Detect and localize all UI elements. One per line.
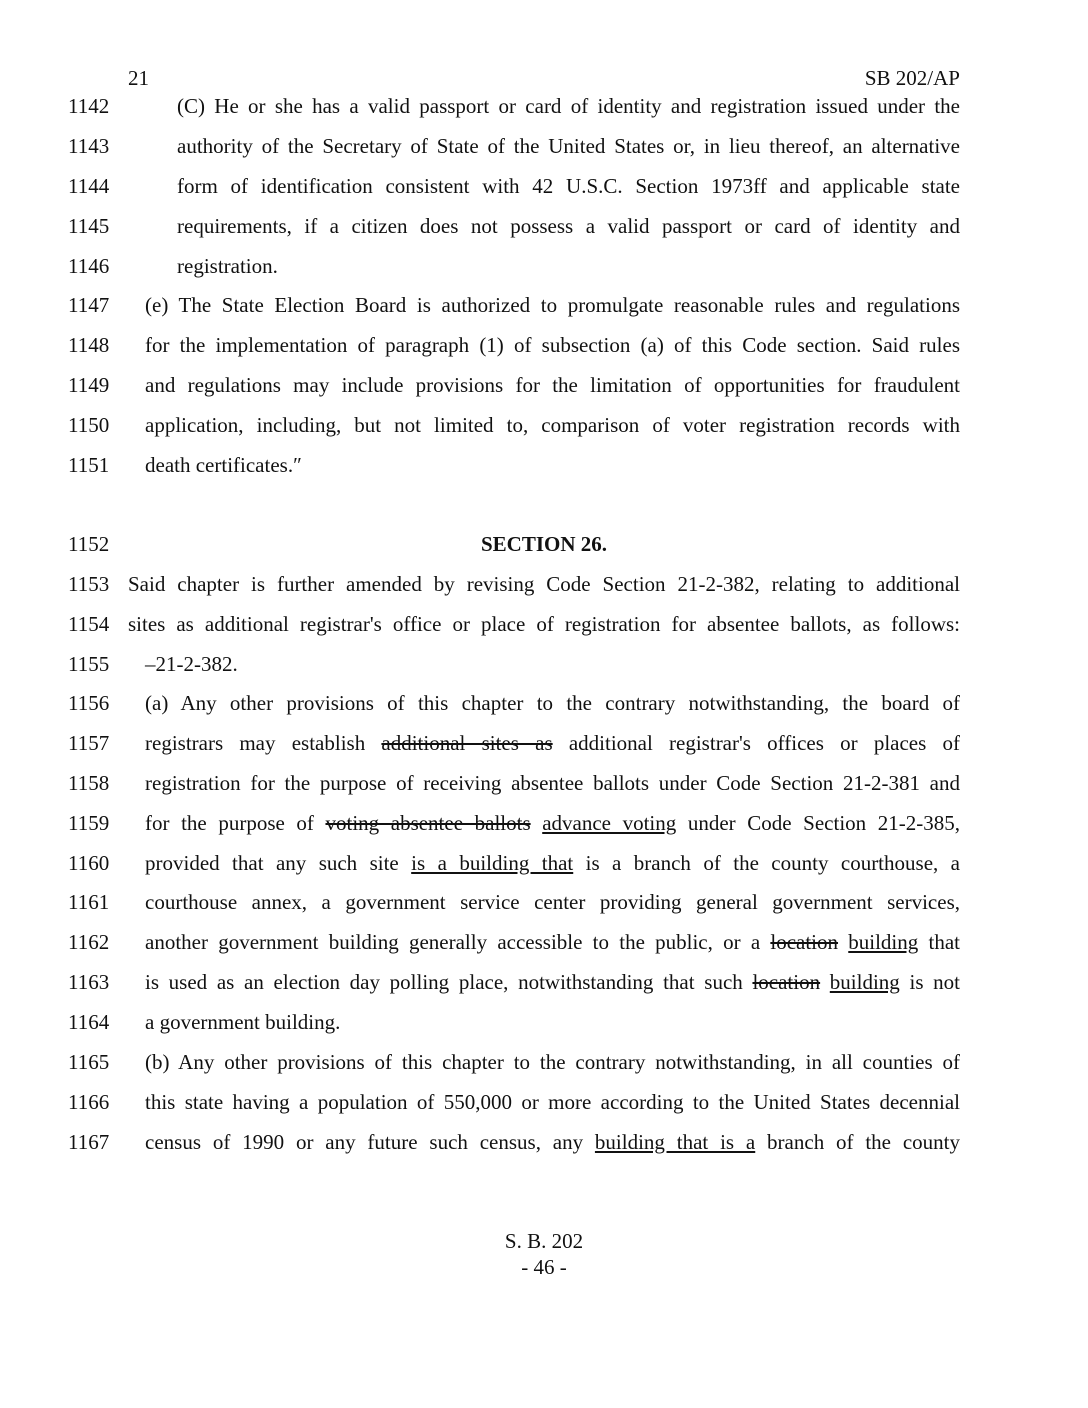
line-text — [145, 683, 960, 723]
line-number: 1161 — [68, 890, 110, 914]
line-text — [145, 285, 960, 325]
document-id: SB 202/AP — [864, 66, 960, 90]
document-line — [0, 962, 1088, 1002]
document-line — [0, 1122, 1088, 1162]
line-text — [145, 1042, 960, 1082]
line-text — [145, 803, 960, 843]
line-text — [145, 723, 960, 763]
line-number: 1163 — [68, 970, 110, 994]
document-line — [0, 564, 1088, 604]
line-number: 1142 — [68, 94, 110, 118]
line-text — [128, 564, 960, 604]
text-run: –21-2-382. — [145, 652, 238, 676]
text-run: death certificates.″ — [145, 453, 302, 477]
text-run: another government building generally accessible to the public, or a — [145, 930, 771, 954]
line-text — [145, 405, 960, 445]
text-run: is used as an election day polling place, notwithstanding that such — [145, 970, 753, 994]
text-run: census of 1990 or any future such census, any — [145, 1130, 595, 1154]
document-line — [0, 604, 1088, 644]
struck-text: voting absentee ballots — [325, 811, 531, 835]
document-line — [0, 1082, 1088, 1122]
text-run: (e) The State Election Board is authorized to promulgate reasonable rules and regulations — [145, 293, 960, 317]
line-number: 1145 — [68, 214, 110, 238]
document-line — [0, 405, 1088, 445]
line-text — [145, 763, 960, 803]
line-text — [145, 445, 302, 485]
line-number: 1157 — [68, 731, 110, 755]
text-run: is not — [899, 970, 961, 994]
line-number: 1151 — [68, 453, 110, 477]
line-number: 1154 — [68, 612, 110, 636]
document-line — [0, 445, 1088, 485]
text-run — [820, 970, 830, 994]
document-line — [0, 126, 1088, 166]
line-text — [177, 126, 960, 166]
document-line — [0, 1002, 1088, 1042]
document-line — [0, 206, 1088, 246]
inserted-text: building that is a — [594, 1130, 756, 1154]
document-line — [0, 763, 1088, 803]
document-line — [0, 683, 1088, 723]
inserted-text: advance voting — [542, 811, 677, 835]
line-number: 1158 — [68, 771, 110, 795]
line-text — [145, 922, 960, 962]
text-run: additional registrar's offices or places of — [552, 731, 961, 755]
line-text — [145, 365, 960, 405]
struck-text: additional sites as — [381, 731, 553, 755]
text-run: branch of the county — [755, 1130, 960, 1154]
document-line — [0, 644, 1088, 684]
line-text — [177, 166, 960, 206]
document-line — [0, 166, 1088, 206]
line-number: 1148 — [68, 333, 110, 357]
line-number: 1164 — [68, 1010, 110, 1034]
line-number: 1156 — [68, 691, 110, 715]
line-text — [145, 882, 960, 922]
line-text — [177, 206, 960, 246]
footer-bill: S. B. 202 — [504, 1229, 584, 1253]
text-run: and regulations may include provisions for the limitation of opportunities for fraudulent — [145, 373, 960, 397]
text-run: sites as additional registrar's office or place of registration for absentee ballots, as follows: — [128, 612, 960, 636]
line-text — [145, 843, 960, 883]
document-line — [0, 723, 1088, 763]
document-line — [0, 325, 1088, 365]
text-run: (C) He or she has a valid passport or card of identity and registration issued under the — [177, 94, 960, 118]
document-line — [0, 1042, 1088, 1082]
line-text — [145, 1082, 960, 1122]
struck-text: location — [770, 930, 839, 954]
text-run: provided that any such site — [145, 851, 412, 875]
text-run: is a branch of the county courthouse, a — [573, 851, 960, 875]
line-number: 1162 — [68, 930, 110, 954]
line-text — [0, 524, 1088, 564]
document-line — [0, 882, 1088, 922]
line-number: 1143 — [68, 134, 110, 158]
document-line — [0, 922, 1088, 962]
text-run: requirements, if a citizen does not possess a valid passport or card of identity and — [177, 214, 960, 238]
section-heading: SECTION 26. — [480, 532, 608, 556]
document-line — [0, 524, 1088, 564]
line-text — [145, 1002, 340, 1042]
text-run: courthouse annex, a government service center providing general government services, — [145, 890, 960, 914]
document-line — [0, 285, 1088, 325]
line-number: 1152 — [68, 532, 110, 556]
line-number: 1165 — [68, 1050, 110, 1074]
text-run: registrars may establish — [145, 731, 382, 755]
text-run: for the implementation of paragraph (1) of subsection (a) of this Code section. Said rules — [145, 333, 960, 357]
text-run — [838, 930, 848, 954]
line-text — [128, 604, 960, 644]
line-number: 1167 — [68, 1130, 110, 1154]
line-text — [145, 962, 960, 1002]
line-text — [145, 325, 960, 365]
text-run: (b) Any other provisions of this chapter to the contrary notwithstanding, in all counties of — [145, 1050, 960, 1074]
text-run: registration for the purpose of receiving absentee ballots under Code Section 21-2-381 and — [145, 771, 960, 795]
text-run: registration. — [177, 254, 278, 278]
text-run: a government building. — [145, 1010, 341, 1034]
text-run: form of identification consistent with 42 U.S.C. Section 1973ff and applicable state — [177, 174, 960, 198]
document-line — [0, 803, 1088, 843]
line-text — [177, 246, 278, 286]
line-text — [145, 1122, 960, 1162]
text-run: that — [918, 930, 961, 954]
text-run: for the purpose of — [145, 811, 326, 835]
line-number: 1146 — [68, 254, 110, 278]
line-number: 1144 — [68, 174, 110, 198]
footer-page-number: - 46 - — [521, 1255, 567, 1279]
struck-text: location — [752, 970, 821, 994]
line-number: 1159 — [68, 811, 110, 835]
text-run: Said chapter is further amended by revising Code Section 21-2-382, relating to additional — [128, 572, 960, 596]
text-run: under Code Section 21-2-385, — [676, 811, 960, 835]
line-number: 1153 — [68, 572, 110, 596]
line-text — [177, 86, 960, 126]
text-run — [531, 811, 543, 835]
page-number-top: 21 — [128, 66, 149, 90]
text-run: (a) Any other provisions of this chapter to the contrary notwithstanding, the board of — [145, 691, 960, 715]
line-number: 1150 — [68, 413, 110, 437]
text-run: authority of the Secretary of State of the United States or, in lieu thereof, an alternative — [177, 134, 960, 158]
inserted-text: building — [848, 930, 919, 954]
line-number: 1149 — [68, 373, 110, 397]
document-line — [0, 246, 1088, 286]
line-number: 1147 — [68, 293, 110, 317]
text-run: application, including, but not limited to, comparison of voter registration records with — [145, 413, 960, 437]
line-number: 1160 — [68, 851, 110, 875]
document-line — [0, 843, 1088, 883]
text-run: this state having a population of 550,000 or more according to the United States decennial — [145, 1090, 960, 1114]
document-line — [0, 86, 1088, 126]
inserted-text: is a building that — [411, 851, 574, 875]
document-line — [0, 365, 1088, 405]
inserted-text: building — [829, 970, 900, 994]
line-number: 1155 — [68, 652, 110, 676]
line-text — [145, 644, 238, 684]
line-number: 1166 — [68, 1090, 110, 1114]
